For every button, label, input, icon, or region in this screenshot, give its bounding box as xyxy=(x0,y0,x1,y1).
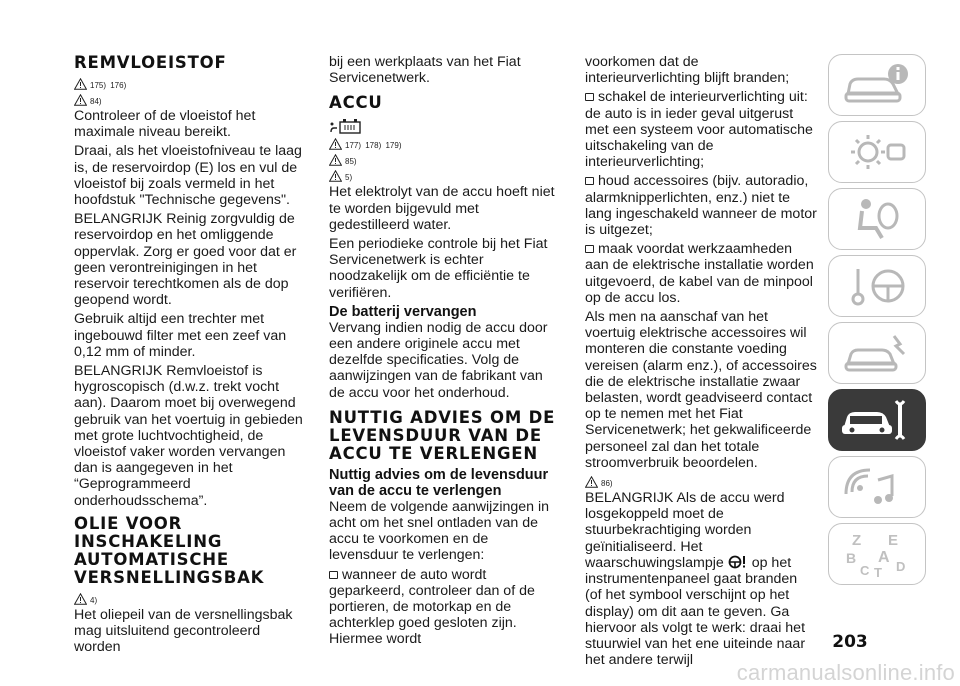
caution-refs xyxy=(74,92,306,106)
tab-maintenance[interactable] xyxy=(828,389,926,451)
section-heading-nuttig-advies: NUTTIG ADVIES OM DE LEVENSDUUR VAN DE ACCU TE VERLENGEN xyxy=(329,407,556,463)
paragraph: Vervang indien nodig de accu door een andere originele accu met dezelfde specificaties. Volg de aanwijzingen van de fabrikant van de accu voor het onderhoud. xyxy=(329,319,548,401)
svg-text:E: E xyxy=(888,532,899,549)
page-number: 203 xyxy=(832,632,868,652)
paragraph: BELANGRIJK Als de accu werd losgekoppeld moet de stuurbekrachtiging worden geïnitialiseerd. Het waarschuwingslampje op het instrumentenpaneel gaat branden (of het symbool verschijnt op het display) om dit aan te geven. Ga hiervoor als volgt te werk: draai het stuurwiel van het ene uiteinde naar het andere terwijl xyxy=(585,490,806,669)
warning-ref-numbers: 177) 178) 179) xyxy=(345,141,402,151)
battery-electrolyte-icon xyxy=(329,116,363,134)
tab-index[interactable] xyxy=(828,523,926,585)
caution-ref-numbers: 85) xyxy=(345,157,357,167)
caution-triangle-icon xyxy=(585,476,598,488)
paragraph: Als men na aanschaf van het voertuig elektrische accessoires wil monteren die constante voeding vereisen (alarm enz.), of accessoires die de elektrische installatie zwaar belasten, wordt geadviseerd contact op te nemen met het Fiat Servicenetwerk; het gekwalificeerde personeel zal dan het totale stroomverbruik beoordelen. xyxy=(585,309,817,471)
index-letters-icon xyxy=(838,529,916,579)
paragraph: voorkomen dat de interieurverlichting blijft branden; xyxy=(585,54,790,87)
bullet-item: maak voordat werkzaamheden aan de elektrische installatie worden uitgevoerd, de kabel van de minpool op de accu los. xyxy=(585,241,814,306)
caution-ref-numbers: 86) xyxy=(601,479,613,489)
paragraph: BELANGRIJK Reinig zorgvuldig de reservoirdop en het omliggende oppervlak. Zorg er goed voor dat er geen verontreinigingen in het reservoir terechtkomen als de dop geopend wordt. xyxy=(74,211,297,309)
svg-text:D: D xyxy=(896,559,906,574)
caution-triangle-icon xyxy=(74,593,87,605)
steering-warning-icon xyxy=(728,555,748,569)
watermark: carmanualsonline.info xyxy=(736,660,955,685)
caution-ref-numbers: 84) xyxy=(90,97,102,106)
tab-multimedia[interactable] xyxy=(828,456,926,518)
svg-text:T: T xyxy=(874,565,882,579)
paragraph: Draai, als het vloeistofniveau te laag is, de reservoirdop (E) los en vul de vloeistof bij zoals vermeld in het hoofdstuk "Technische gegevens". xyxy=(74,143,302,209)
paragraph: Gebruik altijd een trechter met ingebouwd filter met een zeef van 0,12 mm of minder. xyxy=(74,311,287,360)
bullet-square-icon xyxy=(585,245,594,253)
tab-dashboard-lights[interactable] xyxy=(828,121,926,183)
warning-refs xyxy=(74,76,306,90)
car-crash-icon xyxy=(838,328,916,378)
caution-ref-numbers: 4) xyxy=(90,595,98,605)
bullet-item: wanneer de auto wordt geparkeerd, controleer dan of de portieren, de motorkap en de achterklep goed gesloten zijn. Hiermee wordt xyxy=(329,566,535,648)
warning-ref-numbers: 175) 176) xyxy=(90,81,127,90)
tab-emergency[interactable] xyxy=(828,322,926,384)
warning-triangle-icon xyxy=(329,138,342,150)
tab-car-info[interactable] xyxy=(828,54,926,116)
paragraph: bij een werkplaats van het Fiat Servicenetwerk. xyxy=(329,54,521,87)
section-heading-accu: ACCU xyxy=(329,93,383,113)
multimedia-icon xyxy=(838,462,916,512)
warning-refs xyxy=(329,136,561,150)
airbag-seat-icon xyxy=(838,194,916,244)
chapter-tabs xyxy=(828,54,926,590)
svg-text:B: B xyxy=(846,550,857,566)
paragraph: Een periodieke controle bij het Fiat Servicenetwerk is echter noodzakelijk om de efficiëntie te verifiëren. xyxy=(329,236,548,301)
paragraph: Neem de volgende aanwijzingen in acht om het snel ontladen van de accu te voorkomen en de levensduur te verlengen: xyxy=(329,498,550,564)
car-info-icon xyxy=(838,60,916,110)
bullet-square-icon xyxy=(585,93,594,101)
bullet-square-icon xyxy=(585,177,594,185)
subheading: Nuttig advies om de levensduur van de accu te verlengen xyxy=(329,466,549,499)
svg-text:Z: Z xyxy=(852,532,862,549)
paragraph: Controleer of de vloeistof het maximale niveau bereikt. xyxy=(74,108,256,141)
bullet-item: schakel de interieurverlichting uit: de auto is in ieder geval uitgerust met een systeem voor automatische uitschakeling van de interieurverlichting; xyxy=(585,89,813,171)
dashboard-lights-icon xyxy=(838,127,916,177)
caution-refs xyxy=(585,474,817,488)
section-heading-remvloeistof: REMVLOEISTOF xyxy=(74,53,227,72)
column-3 xyxy=(585,54,817,671)
svg-text:C: C xyxy=(860,563,870,578)
subheading: De batterij vervangen xyxy=(329,303,477,320)
svg-text:A: A xyxy=(878,549,890,566)
car-service-icon xyxy=(838,395,916,445)
caution-triangle-icon xyxy=(329,170,342,182)
caution-refs xyxy=(74,591,306,605)
paragraph: Het oliepeil van de versnellingsbak mag uitsluitend gecontroleerd worden xyxy=(74,606,293,656)
column-1 xyxy=(74,54,306,658)
caution-triangle-icon xyxy=(74,94,87,106)
tab-safety[interactable] xyxy=(828,188,926,250)
bullet-item: houd accessoires (bijv. autoradio, alarmknipperlichten, enz.) niet te lang ingeschakeld wanneer de motor is uitgezet; xyxy=(585,173,817,239)
paragraph: Het elektrolyt van de accu hoeft niet te worden bijgevuld met gedestilleerd water. xyxy=(329,184,555,233)
tab-starting-driving[interactable] xyxy=(828,255,926,317)
bullet-square-icon xyxy=(329,571,338,579)
section-heading-olie: OLIE VOOR INSCHAKELING AUTOMATISCHE VERSNELLINGSBAK xyxy=(74,513,265,587)
column-2 xyxy=(329,54,561,651)
caution-ref-numbers: 5) xyxy=(345,173,353,183)
caution-refs xyxy=(329,152,561,166)
warning-triangle-icon xyxy=(74,78,87,90)
key-steering-icon xyxy=(838,261,916,311)
caution-triangle-icon xyxy=(329,154,342,166)
paragraph: BELANGRIJK Remvloeistof is hygroscopisch (d.w.z. trekt vocht aan). Daarom moet bij overwegend gebruik van het voertuig in gebieden met grote luchtvochtigheid, de vloeistof vaker worden vervangen dan is aangegeven in het “Geprogrammeerd onderhoudsschema”. xyxy=(74,363,303,509)
caution-refs xyxy=(329,168,561,182)
